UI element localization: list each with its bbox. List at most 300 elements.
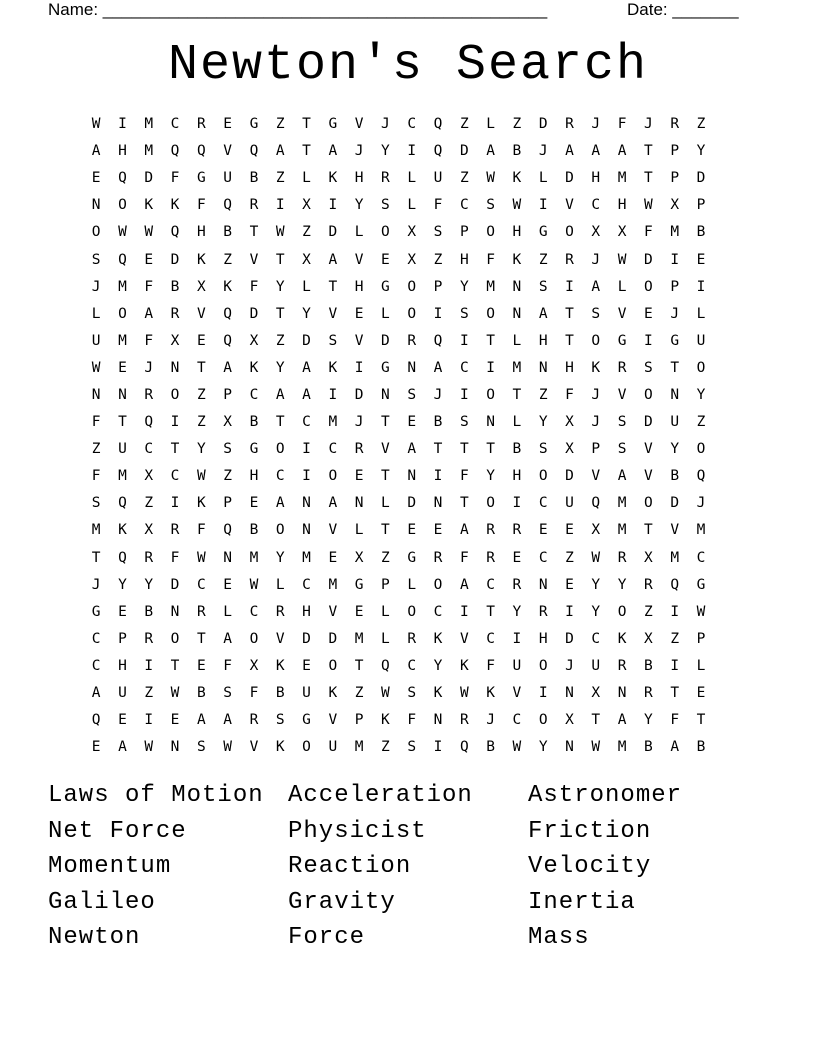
grid-letter[interactable]: B [433,414,443,431]
grid-letter[interactable]: V [196,305,206,322]
grid-letter[interactable]: S [644,359,653,376]
grid-letter[interactable]: F [91,468,101,485]
grid-letter[interactable]: W [249,576,259,593]
grid-letter[interactable]: W [196,468,206,485]
grid-letter[interactable]: T [381,468,390,485]
grid-letter[interactable]: R [381,170,390,187]
grid-letter[interactable]: I [670,657,680,674]
grid-letter[interactable]: I [512,495,522,512]
grid-letter[interactable]: J [644,116,653,133]
grid-letter[interactable]: T [170,657,180,674]
grid-letter[interactable]: A [459,522,469,539]
grid-letter[interactable]: I [486,359,495,376]
grid-letter[interactable]: T [644,522,653,539]
grid-letter[interactable]: G [249,441,259,458]
grid-letter[interactable]: C [591,197,601,214]
grid-letter[interactable]: A [275,495,285,512]
grid-letter[interactable]: I [670,603,680,620]
grid-letter[interactable]: T [644,143,653,160]
grid-letter[interactable]: I [538,197,548,214]
grid-letter[interactable]: I [302,441,311,458]
grid-letter[interactable]: W [144,739,154,756]
grid-letter[interactable]: O [617,603,627,620]
grid-letter[interactable]: W [591,739,601,756]
grid-letter[interactable]: U [118,441,127,458]
grid-letter[interactable]: S [223,685,232,702]
grid-letter[interactable]: I [538,685,548,702]
grid-letter[interactable]: L [538,170,548,187]
grid-letter[interactable]: Z [696,116,706,133]
grid-letter[interactable]: S [538,278,548,295]
grid-letter[interactable]: Y [433,657,443,674]
grid-letter[interactable]: T [328,278,338,295]
grid-letter[interactable]: F [486,251,495,268]
grid-letter[interactable]: J [91,576,101,593]
grid-letter[interactable]: N [118,386,127,403]
grid-letter[interactable]: T [275,414,285,431]
date-field-line[interactable]: Date: _______ [627,0,739,19]
grid-letter[interactable]: Z [144,495,154,512]
grid-letter[interactable]: O [275,441,285,458]
grid-letter[interactable]: O [644,495,653,512]
grid-letter[interactable]: S [91,251,101,268]
grid-letter[interactable]: K [617,630,627,647]
grid-letter[interactable]: P [381,576,390,593]
grid-letter[interactable]: P [223,495,232,512]
grid-letter[interactable]: A [91,143,101,160]
grid-letter[interactable]: P [591,441,601,458]
grid-letter[interactable]: W [486,170,495,187]
grid-letter[interactable]: V [617,305,627,322]
grid-letter[interactable]: I [328,386,338,403]
grid-letter[interactable]: W [591,549,601,566]
grid-letter[interactable]: L [512,332,522,349]
grid-letter[interactable]: R [565,116,574,133]
grid-letter[interactable]: W [512,197,522,214]
grid-letter[interactable]: Q [170,143,180,160]
grid-letter[interactable]: R [670,116,680,133]
grid-letter[interactable]: X [302,251,311,268]
grid-letter[interactable]: A [144,305,154,322]
grid-letter[interactable]: S [617,441,627,458]
grid-letter[interactable]: I [433,739,443,756]
grid-letter[interactable]: V [223,143,232,160]
grid-letter[interactable]: I [118,116,127,133]
grid-letter[interactable]: B [223,224,232,241]
grid-letter[interactable]: K [512,170,522,187]
grid-letter[interactable]: Y [196,441,206,458]
grid-letter[interactable]: L [302,278,311,295]
grid-letter[interactable]: O [696,359,706,376]
grid-letter[interactable]: Q [223,332,232,349]
grid-letter[interactable]: I [328,197,338,214]
grid-letter[interactable]: M [354,739,364,756]
grid-letter[interactable]: C [275,468,285,485]
grid-letter[interactable]: T [670,685,680,702]
grid-letter[interactable]: F [617,116,627,133]
grid-letter[interactable]: G [696,576,706,593]
grid-letter[interactable]: V [249,739,259,756]
grid-letter[interactable]: N [407,359,417,376]
grid-letter[interactable]: D [328,630,338,647]
grid-letter[interactable]: S [617,414,627,431]
grid-letter[interactable]: E [407,522,417,539]
grid-letter[interactable]: M [91,522,101,539]
grid-letter[interactable]: O [486,386,495,403]
grid-letter[interactable]: Z [91,441,101,458]
grid-letter[interactable]: C [459,359,469,376]
grid-letter[interactable]: T [486,332,495,349]
grid-letter[interactable]: I [459,386,469,403]
grid-letter[interactable]: S [91,495,101,512]
grid-letter[interactable]: Z [459,170,469,187]
grid-letter[interactable]: C [91,630,101,647]
grid-letter[interactable]: G [354,576,364,593]
grid-letter[interactable]: M [617,739,627,756]
grid-letter[interactable]: L [354,522,364,539]
grid-letter[interactable]: O [302,739,311,756]
grid-letter[interactable]: F [170,170,180,187]
grid-letter[interactable]: N [512,278,522,295]
grid-letter[interactable]: B [696,224,706,241]
grid-letter[interactable]: T [381,414,390,431]
grid-letter[interactable]: V [354,332,364,349]
grid-letter[interactable]: R [249,712,259,729]
grid-letter[interactable]: R [170,522,180,539]
grid-letter[interactable]: F [486,657,495,674]
grid-letter[interactable]: Y [617,576,627,593]
grid-letter[interactable]: F [670,712,680,729]
grid-letter[interactable]: A [196,712,206,729]
grid-letter[interactable]: R [644,685,653,702]
grid-letter[interactable]: H [118,143,127,160]
grid-letter[interactable]: Y [512,603,522,620]
grid-letter[interactable]: Z [275,170,285,187]
grid-letter[interactable]: S [538,441,548,458]
grid-letter[interactable]: C [328,441,338,458]
grid-letter[interactable]: Q [144,414,154,431]
grid-letter[interactable]: I [459,603,469,620]
grid-letter[interactable]: Q [696,468,706,485]
grid-letter[interactable]: S [459,305,469,322]
grid-letter[interactable]: K [328,170,338,187]
grid-letter[interactable]: D [644,251,653,268]
grid-letter[interactable]: L [696,305,706,322]
grid-letter[interactable]: L [696,657,706,674]
grid-letter[interactable]: V [644,468,653,485]
grid-letter[interactable]: G [381,278,390,295]
grid-letter[interactable]: C [486,630,495,647]
grid-letter[interactable]: T [170,441,180,458]
grid-letter[interactable]: M [696,522,706,539]
grid-letter[interactable]: Q [249,143,259,160]
grid-letter[interactable]: R [407,332,417,349]
grid-letter[interactable]: W [170,685,180,702]
grid-letter[interactable]: R [249,197,259,214]
grid-letter[interactable]: E [433,522,443,539]
grid-letter[interactable]: C [538,549,548,566]
grid-letter[interactable]: C [407,657,417,674]
grid-letter[interactable]: E [196,657,206,674]
grid-letter[interactable]: Q [118,170,127,187]
grid-letter[interactable]: J [696,495,706,512]
grid-letter[interactable]: Y [486,468,495,485]
grid-letter[interactable]: O [696,441,706,458]
grid-letter[interactable]: O [328,657,338,674]
grid-letter[interactable]: O [538,712,548,729]
grid-letter[interactable]: T [275,305,285,322]
grid-letter[interactable]: Q [591,495,601,512]
grid-letter[interactable]: Y [275,549,285,566]
grid-letter[interactable]: J [144,359,154,376]
grid-letter[interactable]: Q [433,332,443,349]
grid-letter[interactable]: E [565,522,574,539]
grid-letter[interactable]: H [118,657,127,674]
grid-letter[interactable]: V [328,712,338,729]
grid-letter[interactable]: N [170,603,180,620]
grid-letter[interactable]: T [591,712,601,729]
grid-letter[interactable]: L [354,224,364,241]
grid-letter[interactable]: A [565,143,574,160]
grid-letter[interactable]: F [644,224,653,241]
grid-letter[interactable]: E [407,414,417,431]
grid-letter[interactable]: X [302,197,311,214]
grid-letter[interactable]: K [196,495,206,512]
grid-letter[interactable]: T [302,116,311,133]
grid-letter[interactable]: O [118,305,127,322]
grid-letter[interactable]: D [328,224,338,241]
grid-letter[interactable]: P [696,630,706,647]
grid-letter[interactable]: O [433,576,443,593]
grid-letter[interactable]: G [538,224,548,241]
grid-letter[interactable]: A [328,495,338,512]
grid-letter[interactable]: E [118,359,127,376]
grid-letter[interactable]: K [249,359,259,376]
grid-letter[interactable]: Z [144,685,154,702]
grid-letter[interactable]: O [486,224,495,241]
grid-letter[interactable]: Y [696,143,706,160]
grid-letter[interactable]: H [591,170,601,187]
grid-letter[interactable]: F [91,414,101,431]
grid-letter[interactable]: O [486,305,495,322]
grid-letter[interactable]: M [670,224,680,241]
grid-letter[interactable]: C [486,576,495,593]
grid-letter[interactable]: U [565,495,574,512]
grid-letter[interactable]: I [565,278,574,295]
grid-letter[interactable]: B [644,739,653,756]
grid-letter[interactable]: O [170,386,180,403]
grid-letter[interactable]: W [512,739,522,756]
grid-letter[interactable]: U [670,414,680,431]
grid-letter[interactable]: N [617,685,627,702]
grid-letter[interactable]: X [670,197,680,214]
grid-letter[interactable]: E [223,576,232,593]
grid-letter[interactable]: X [249,657,259,674]
grid-letter[interactable]: T [381,522,390,539]
grid-letter[interactable]: P [433,278,443,295]
grid-letter[interactable]: O [538,657,548,674]
grid-letter[interactable]: I [170,495,180,512]
grid-letter[interactable]: Z [433,251,443,268]
grid-letter[interactable]: V [617,386,627,403]
grid-letter[interactable]: Z [565,549,574,566]
grid-letter[interactable]: R [275,603,285,620]
grid-letter[interactable]: Z [538,251,548,268]
grid-letter[interactable]: H [354,278,364,295]
grid-letter[interactable]: K [144,197,154,214]
grid-letter[interactable]: J [433,386,443,403]
grid-letter[interactable]: B [249,414,259,431]
grid-letter[interactable]: W [196,549,206,566]
grid-letter[interactable]: S [407,739,417,756]
grid-letter[interactable]: W [91,116,101,133]
grid-letter[interactable]: L [407,576,417,593]
grid-letter[interactable]: V [328,305,338,322]
grid-letter[interactable]: E [91,739,101,756]
grid-letter[interactable]: G [617,332,627,349]
grid-letter[interactable]: T [196,630,206,647]
grid-letter[interactable]: R [512,576,522,593]
grid-letter[interactable]: M [118,278,127,295]
grid-letter[interactable]: R [144,386,154,403]
grid-letter[interactable]: S [486,197,495,214]
grid-letter[interactable]: O [644,386,653,403]
grid-letter[interactable]: C [249,603,259,620]
grid-letter[interactable]: A [223,712,232,729]
grid-letter[interactable]: V [354,116,364,133]
grid-letter[interactable]: A [617,143,627,160]
grid-letter[interactable]: V [670,522,680,539]
grid-letter[interactable]: R [196,603,206,620]
grid-letter[interactable]: N [565,685,574,702]
grid-letter[interactable]: M [144,116,154,133]
grid-letter[interactable]: F [565,386,574,403]
grid-letter[interactable]: X [591,224,601,241]
grid-letter[interactable]: T [354,657,364,674]
grid-letter[interactable]: W [223,739,232,756]
grid-letter[interactable]: U [223,170,232,187]
grid-letter[interactable]: R [459,712,469,729]
grid-letter[interactable]: T [459,495,469,512]
grid-letter[interactable]: T [670,359,680,376]
grid-letter[interactable]: G [381,359,390,376]
grid-letter[interactable]: P [459,224,469,241]
grid-letter[interactable]: T [459,441,469,458]
grid-letter[interactable]: W [91,359,101,376]
grid-letter[interactable]: V [512,685,522,702]
grid-letter[interactable]: D [670,495,680,512]
grid-letter[interactable]: K [381,712,390,729]
grid-letter[interactable]: U [696,332,706,349]
grid-letter[interactable]: L [381,603,390,620]
grid-letter[interactable]: A [486,143,495,160]
grid-letter[interactable]: Q [170,224,180,241]
grid-letter[interactable]: T [512,386,522,403]
grid-letter[interactable]: F [223,657,232,674]
grid-letter[interactable]: F [249,685,259,702]
grid-letter[interactable]: E [328,549,338,566]
grid-letter[interactable]: C [591,630,601,647]
grid-letter[interactable]: L [407,197,417,214]
grid-letter[interactable]: Q [223,197,232,214]
grid-letter[interactable]: X [170,332,180,349]
grid-letter[interactable]: I [644,332,653,349]
grid-letter[interactable]: N [170,359,180,376]
grid-letter[interactable]: S [459,414,469,431]
grid-letter[interactable]: G [196,170,206,187]
grid-letter[interactable]: R [617,657,627,674]
grid-letter[interactable]: K [223,278,232,295]
grid-letter[interactable]: V [565,197,574,214]
grid-letter[interactable]: T [565,332,574,349]
grid-letter[interactable]: T [91,549,101,566]
grid-letter[interactable]: U [91,332,101,349]
grid-letter[interactable]: Z [696,414,706,431]
grid-letter[interactable]: E [538,522,548,539]
grid-letter[interactable]: S [591,305,601,322]
grid-letter[interactable]: A [591,143,601,160]
grid-letter[interactable]: U [328,739,338,756]
grid-letter[interactable]: X [407,224,417,241]
grid-letter[interactable]: Q [433,116,443,133]
grid-letter[interactable]: K [591,359,601,376]
grid-letter[interactable]: J [538,143,548,160]
grid-letter[interactable]: Y [381,143,390,160]
grid-letter[interactable]: M [328,414,338,431]
grid-letter[interactable]: R [486,522,495,539]
grid-letter[interactable]: V [328,522,338,539]
grid-letter[interactable]: K [170,197,180,214]
grid-letter[interactable]: I [275,197,285,214]
grid-letter[interactable]: R [433,549,443,566]
grid-letter[interactable]: K [459,657,469,674]
grid-letter[interactable]: D [144,170,154,187]
grid-letter[interactable]: N [486,414,495,431]
grid-letter[interactable]: X [249,332,259,349]
grid-letter[interactable]: E [565,576,574,593]
grid-letter[interactable]: O [407,603,417,620]
grid-letter[interactable]: K [328,359,338,376]
grid-letter[interactable]: F [459,468,469,485]
grid-letter[interactable]: Q [118,251,127,268]
grid-letter[interactable]: E [512,549,522,566]
grid-letter[interactable]: Z [459,116,469,133]
grid-letter[interactable]: E [118,712,127,729]
grid-letter[interactable]: I [354,359,364,376]
grid-letter[interactable]: B [512,441,522,458]
grid-letter[interactable]: E [144,251,154,268]
grid-letter[interactable]: Y [302,305,311,322]
grid-letter[interactable]: Q [459,739,469,756]
grid-letter[interactable]: H [459,251,469,268]
grid-letter[interactable]: B [486,739,495,756]
grid-letter[interactable]: K [275,739,285,756]
grid-letter[interactable]: Z [538,386,548,403]
grid-letter[interactable]: C [302,576,311,593]
grid-letter[interactable]: R [617,549,627,566]
grid-letter[interactable]: Z [223,468,232,485]
grid-letter[interactable]: E [354,468,364,485]
grid-letter[interactable]: N [170,739,180,756]
grid-letter[interactable]: Z [196,386,206,403]
grid-letter[interactable]: E [118,603,127,620]
grid-letter[interactable]: N [302,495,311,512]
grid-letter[interactable]: X [617,224,627,241]
grid-letter[interactable]: P [118,630,127,647]
grid-letter[interactable]: Q [196,143,206,160]
grid-letter[interactable]: L [91,305,101,322]
grid-letter[interactable]: T [486,603,495,620]
